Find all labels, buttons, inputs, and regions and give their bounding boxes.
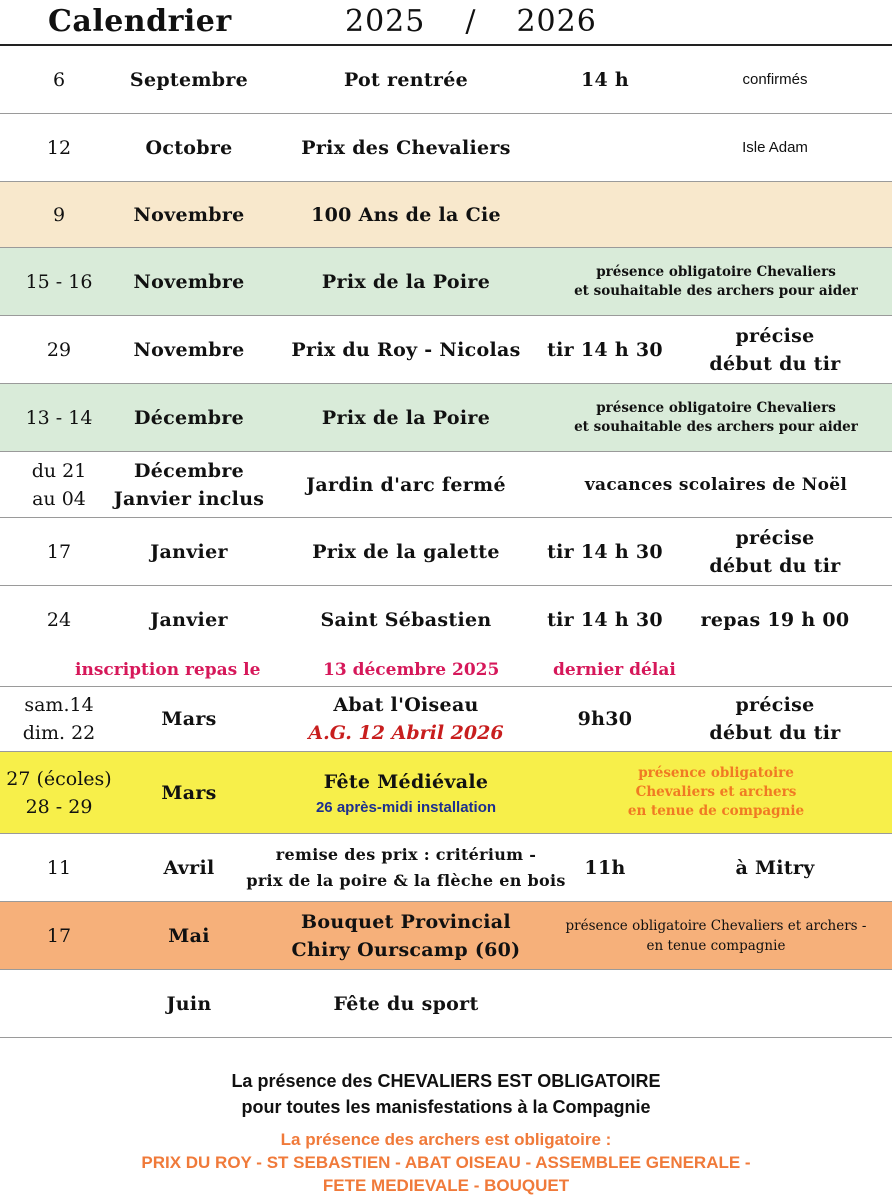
row-event: Saint Sébastien xyxy=(320,609,492,631)
row-month: Avril xyxy=(163,856,215,879)
season-years xyxy=(345,0,637,44)
row-month: Janvier xyxy=(150,540,228,563)
row-event-line: Bouquet Provincial xyxy=(301,910,511,933)
row-time: 11h xyxy=(584,856,626,879)
row-month: Mai xyxy=(168,924,210,947)
calendar-row-highlight xyxy=(0,248,892,316)
row-month: Novembre xyxy=(133,203,245,226)
row-event xyxy=(246,834,566,901)
row-day: 11 xyxy=(46,856,72,879)
row-event-line: Fête Médiévale xyxy=(323,770,489,793)
row-note-line: précise xyxy=(735,694,815,716)
row-note xyxy=(540,384,892,451)
row-day xyxy=(0,452,118,517)
footer-line: La présence des CHEVALIERS EST OBLIGATOIRE xyxy=(231,1071,661,1091)
calendar-row-highlight xyxy=(0,752,892,834)
row-month: Mars xyxy=(161,781,217,804)
inscription-deadline: dernier délai xyxy=(553,660,676,680)
calendar-row xyxy=(0,970,892,1038)
ag-date: A.G. 12 Abril 2026 xyxy=(308,722,504,744)
row-note xyxy=(540,752,892,833)
calendar-row xyxy=(0,452,892,518)
row-note-line: début du tir xyxy=(709,352,841,375)
row-day: 13 - 14 xyxy=(25,406,93,429)
row-note: à Mitry xyxy=(735,856,815,879)
row-day-line: 28 - 29 xyxy=(25,795,93,818)
row-day-line: du 21 xyxy=(31,459,87,482)
calendar-row xyxy=(0,46,892,114)
row-note xyxy=(670,687,880,751)
row-day: 9 xyxy=(52,203,66,226)
calendar-row xyxy=(0,518,892,586)
inscription-date: 13 décembre 2025 xyxy=(323,660,500,680)
row-day-line: sam.14 xyxy=(24,694,94,716)
row-note-line: en tenue de compagnie xyxy=(627,803,805,819)
row-note-line: précise xyxy=(735,526,815,549)
row-event-line: prix de la poire & la flèche en bois xyxy=(246,870,566,890)
row-note-line: et souhaitable des archers pour aider xyxy=(574,282,858,299)
row-time: tir 14 h 30 xyxy=(547,609,663,631)
footer-archers xyxy=(0,1128,892,1197)
calendar-row xyxy=(0,316,892,384)
row-month: Septembre xyxy=(129,68,249,91)
row-note xyxy=(540,248,892,315)
row-event-line: remise des prix : critérium - xyxy=(275,844,537,864)
row-time: tir 14 h 30 xyxy=(547,338,663,361)
row-event: Jardin d'arc fermé xyxy=(306,473,506,496)
row-day-line: 27 (écoles) xyxy=(6,767,112,790)
row-event: Prix des Chevaliers xyxy=(301,136,511,159)
row-note-line: précise xyxy=(735,324,815,347)
row-note-line: Chevaliers et archers xyxy=(635,784,797,800)
calendar-header xyxy=(0,0,892,46)
row-note-line: présence obligatoire Chevaliers xyxy=(596,263,836,280)
row-note-line: début du tir xyxy=(709,722,841,744)
row-month: Juin xyxy=(166,992,212,1015)
footer-line: La présence des archers est obligatoire : xyxy=(280,1130,612,1149)
row-event: Prix de la Poire xyxy=(321,270,491,293)
row-note-line: présence obligatoire Chevaliers et archers - xyxy=(565,917,867,934)
row-day: 17 xyxy=(46,924,72,947)
row-month: Novembre xyxy=(133,270,245,293)
row-note: Isle Adam xyxy=(742,139,808,156)
row-event: Prix de la galette xyxy=(312,540,500,563)
inscription-label: inscription repas le xyxy=(75,660,261,680)
year-separator: / xyxy=(465,4,477,39)
row-time: 9h30 xyxy=(577,708,633,730)
row-day xyxy=(0,752,118,833)
row-note xyxy=(670,518,880,585)
row-day-line: dim. 22 xyxy=(22,722,96,744)
row-day: 6 xyxy=(52,68,66,91)
calendar-row-highlight xyxy=(0,182,892,248)
row-note-line: présence obligatoire Chevaliers xyxy=(596,399,836,416)
row-time: 14 h xyxy=(580,68,630,91)
row-event: Pot rentrée xyxy=(343,68,469,91)
row-note-line: présence obligatoire xyxy=(638,765,794,781)
footer-line: FETE MEDIEVALE - BOUQUET xyxy=(322,1176,570,1195)
row-month-line: Janvier inclus xyxy=(113,487,265,510)
row-month: Octobre xyxy=(145,136,233,159)
footer-notice xyxy=(0,1068,892,1120)
row-month-line: Décembre xyxy=(133,459,245,482)
row-month: Janvier xyxy=(150,609,228,631)
calendar-row xyxy=(0,586,892,654)
row-month: Novembre xyxy=(133,338,245,361)
row-note xyxy=(670,316,880,383)
row-day: 17 xyxy=(46,540,72,563)
row-event: Prix du Roy - Nicolas xyxy=(291,338,521,361)
row-time: tir 14 h 30 xyxy=(547,540,663,563)
row-event: 100 Ans de la Cie xyxy=(311,203,501,226)
row-day: 12 xyxy=(46,136,72,159)
row-note-line: début du tir xyxy=(709,554,841,577)
row-event xyxy=(260,752,552,833)
calendar-row xyxy=(0,834,892,902)
row-month: Décembre xyxy=(133,406,245,429)
row-event: Prix de la Poire xyxy=(321,406,491,429)
row-note: confirmés xyxy=(742,71,808,88)
row-day: 29 xyxy=(46,338,72,361)
row-event-line: Abat l'Oiseau xyxy=(333,694,479,716)
row-note xyxy=(540,902,892,969)
row-day xyxy=(0,687,118,751)
year-start: 2025 xyxy=(345,4,426,39)
row-event xyxy=(260,902,552,969)
row-note: vacances scolaires de Noël xyxy=(584,474,848,495)
footer-line: PRIX DU ROY - ST SEBASTIEN - ABAT OISEAU - ASSEMBLEE GENERALE - xyxy=(141,1153,751,1172)
row-month: Mars xyxy=(161,708,217,730)
row-event-sub: 26 après-midi installation xyxy=(315,798,497,816)
footer-line: pour toutes les manisfestations à la Compagnie xyxy=(241,1097,651,1117)
row-note-line: en tenue compagnie xyxy=(646,937,786,954)
year-end: 2026 xyxy=(516,4,597,39)
calendar-row xyxy=(0,686,892,752)
calendar-row-highlight xyxy=(0,902,892,970)
row-event: Fête du sport xyxy=(333,992,479,1015)
calendar-row-highlight xyxy=(0,384,892,452)
row-day: 24 xyxy=(46,609,72,631)
row-note: repas 19 h 00 xyxy=(700,609,850,631)
calendar-row xyxy=(0,114,892,182)
page-title: Calendrier xyxy=(48,4,232,39)
row-note-line: et souhaitable des archers pour aider xyxy=(574,418,858,435)
row-event xyxy=(260,687,552,751)
row-day: 15 - 16 xyxy=(25,270,93,293)
row-event-line: Chiry Ourscamp (60) xyxy=(291,938,521,961)
row-day-line: au 04 xyxy=(32,487,86,510)
row-month xyxy=(113,452,265,517)
